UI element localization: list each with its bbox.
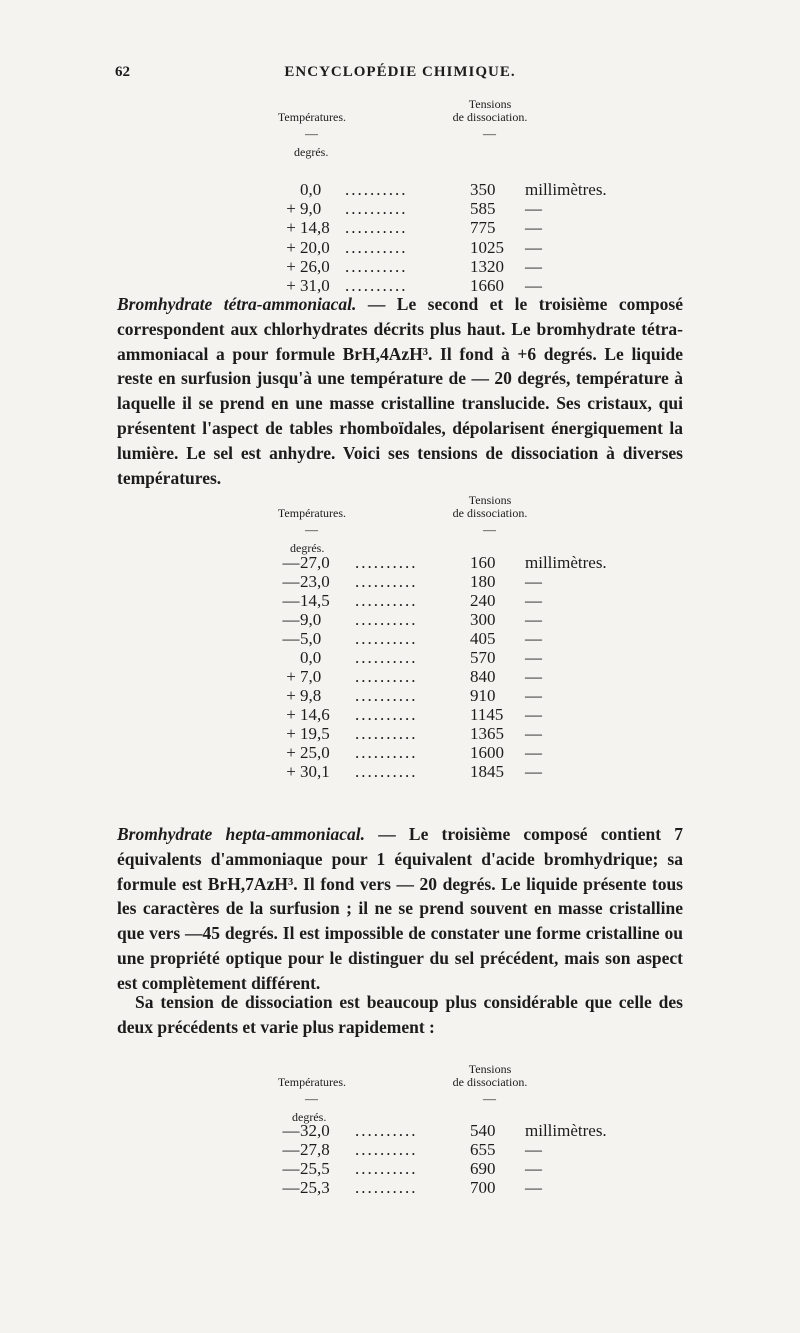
degrees-label: degrés. bbox=[294, 145, 329, 159]
temperature-sign: + bbox=[286, 724, 296, 743]
temperature-value: 25,5 bbox=[300, 1159, 330, 1178]
temperature-value: 30,1 bbox=[300, 762, 330, 781]
temperature-value: 14,6 bbox=[300, 705, 330, 724]
temperature-value: 0,0 bbox=[300, 648, 322, 667]
paragraph-text-tetra: — Le second et le troisième composé correspondent aux chlorhydrates décrits plus haut. Le bromhydrate tétra-ammoniacal a pour formule BrH,4AzH³. Il fond à +6 degrés. Le liquide reste en surfusion jusqu'à une température de — 20 degrés, température à laquelle il se prend en une masse cristalline translucide. Ses cristaux, qui présentent l'aspect de tables rhomboïdales, dépolarisent énergiquement la lumière. Le sel est anhydre. Voici ses tensions de dissociation à diverses températures. bbox=[117, 294, 683, 488]
table-row bbox=[0, 629, 800, 649]
tension-unit: millimètres. bbox=[525, 1121, 607, 1140]
temperature-value: 27,8 bbox=[300, 1140, 330, 1159]
temperature-sign: + bbox=[286, 762, 296, 781]
tension-unit: — bbox=[525, 686, 542, 705]
temperature-header: Températures. bbox=[277, 1075, 347, 1089]
temperature-value: 25,0 bbox=[300, 743, 330, 762]
tension-value: 160 bbox=[470, 553, 496, 572]
tension-value: 350 bbox=[470, 180, 496, 199]
temperature-value: 23,0 bbox=[300, 572, 330, 591]
tension-unit: — bbox=[525, 724, 542, 743]
leader-dots: .......... bbox=[355, 743, 418, 762]
table-row bbox=[0, 180, 800, 200]
temperature-value: 0,0 bbox=[300, 180, 322, 199]
temperature-sign: — bbox=[282, 1178, 300, 1197]
tension-value: 910 bbox=[470, 686, 496, 705]
table-row bbox=[0, 610, 800, 630]
temperature-value: 14,8 bbox=[300, 218, 330, 238]
tension-unit: — bbox=[525, 591, 542, 610]
tension-value: 690 bbox=[470, 1159, 496, 1178]
table-row bbox=[0, 1121, 800, 1141]
temperature-header: Températures. bbox=[277, 110, 347, 124]
temperature-value: 9,0 bbox=[300, 610, 322, 629]
tension-unit: — bbox=[525, 705, 542, 724]
tension-value: 405 bbox=[470, 629, 496, 648]
temperature-sign: — bbox=[282, 553, 300, 572]
table-row bbox=[0, 648, 800, 668]
section-title-tetra: Bromhydrate tétra-ammoniacal. bbox=[117, 294, 357, 314]
temperature-value: 14,5 bbox=[300, 591, 330, 610]
temperature-sign: — bbox=[282, 591, 300, 610]
paragraph-text-hepta: — Le troisième composé contient 7 équivalents d'ammoniaque pour 1 équivalent d'acide bromhydrique; sa formule est BrH,7AzH³. Il fond vers — 20 degrés. Le liquide présente tous les caractères de la surfusion ; il ne se prend souvent en masse cristalline que vers —45 degrés. Il est impossible de constater une forme cristalline ou une propriété optique pour le distinguer du sel précédent, mais son aspect est complètement différent. bbox=[117, 824, 683, 993]
temperature-value: 7,0 bbox=[300, 667, 322, 686]
leader-dots: .......... bbox=[345, 237, 408, 257]
tension-unit: — bbox=[525, 237, 542, 257]
temperature-sign: + bbox=[286, 743, 296, 762]
tension-value: 300 bbox=[470, 610, 496, 629]
temperature-value: 26,0 bbox=[300, 256, 330, 276]
tension-value: 1845 bbox=[470, 762, 504, 781]
tension-header-dash: — bbox=[483, 126, 496, 141]
temperature-header-dash: — bbox=[305, 126, 318, 141]
tension-value: 1320 bbox=[470, 256, 504, 276]
temperature-sign: + bbox=[286, 276, 296, 295]
tension-value: 585 bbox=[470, 199, 496, 219]
tension-value: 1660 bbox=[470, 276, 504, 295]
tension-value: 1025 bbox=[470, 237, 504, 257]
leader-dots: .......... bbox=[355, 591, 418, 610]
leader-dots: .......... bbox=[355, 667, 418, 686]
leader-dots: .......... bbox=[355, 762, 418, 781]
table-row bbox=[0, 1159, 800, 1179]
tension-unit: — bbox=[525, 1159, 542, 1178]
tension-value: 240 bbox=[470, 591, 496, 610]
leader-dots: .......... bbox=[345, 199, 408, 219]
temperature-value: 9,0 bbox=[300, 199, 322, 219]
leader-dots: .......... bbox=[355, 572, 418, 591]
page-number: 62 bbox=[115, 64, 130, 80]
temperature-sign: — bbox=[282, 1121, 300, 1140]
paragraph-hepta-ammoniacal bbox=[117, 822, 683, 996]
temperature-header: Températures. bbox=[277, 506, 347, 520]
tension-header-dash: — bbox=[483, 522, 496, 537]
temperature-sign: — bbox=[282, 629, 300, 648]
temperature-header-dash: — bbox=[305, 1091, 318, 1106]
temperature-value: 9,8 bbox=[300, 686, 322, 705]
paragraph-tetra-ammoniacal bbox=[117, 292, 683, 490]
leader-dots: .......... bbox=[345, 218, 408, 238]
table-row bbox=[0, 705, 800, 725]
paragraph-tension-intro: Sa tension de dissociation est beaucoup plus considérable que celle des deux précédents et varie plus rapidement : bbox=[117, 992, 683, 1037]
temperature-value: 32,0 bbox=[300, 1121, 330, 1140]
table-row bbox=[0, 762, 800, 782]
tension-header-line2: de dissociation. bbox=[452, 110, 528, 124]
temperature-value: 20,0 bbox=[300, 237, 330, 257]
leader-dots: .......... bbox=[355, 610, 418, 629]
tension-unit: millimètres. bbox=[525, 553, 607, 572]
temperature-value: 5,0 bbox=[300, 629, 322, 648]
tension-value: 700 bbox=[470, 1178, 496, 1197]
tension-unit: — bbox=[525, 256, 542, 276]
tension-value: 1600 bbox=[470, 743, 504, 762]
tension-unit: millimètres. bbox=[525, 180, 607, 199]
temperature-value: 31,0 bbox=[300, 276, 330, 295]
degrees-label: degrés. bbox=[290, 541, 325, 555]
tension-value: 840 bbox=[470, 667, 496, 686]
tension-header-dash: — bbox=[483, 1091, 496, 1106]
temperature-sign: — bbox=[282, 610, 300, 629]
table-row bbox=[0, 724, 800, 744]
temperature-sign: + bbox=[286, 237, 296, 257]
table-row bbox=[0, 1140, 800, 1160]
leader-dots: .......... bbox=[345, 180, 408, 199]
tension-header-line1: Tensions bbox=[468, 97, 512, 111]
leader-dots: .......... bbox=[355, 724, 418, 743]
tension-unit: — bbox=[525, 276, 542, 295]
tension-header-line1: Tensions bbox=[468, 1062, 512, 1076]
tension-header-line1: Tensions bbox=[468, 493, 512, 507]
tension-unit: — bbox=[525, 218, 542, 238]
leader-dots: .......... bbox=[345, 276, 408, 295]
tension-value: 540 bbox=[470, 1121, 496, 1140]
tension-unit: — bbox=[525, 1140, 542, 1159]
leader-dots: .......... bbox=[355, 553, 418, 572]
temperature-sign: + bbox=[286, 199, 296, 219]
table-row bbox=[0, 257, 800, 277]
temperature-sign: — bbox=[282, 572, 300, 591]
tension-value: 570 bbox=[470, 648, 496, 667]
tension-value: 775 bbox=[470, 218, 496, 238]
leader-dots: .......... bbox=[355, 1121, 418, 1140]
table-row bbox=[0, 218, 800, 238]
tension-unit: — bbox=[525, 743, 542, 762]
leader-dots: .......... bbox=[355, 705, 418, 724]
temperature-sign: + bbox=[286, 667, 296, 686]
leader-dots: .......... bbox=[355, 648, 418, 667]
degrees-label: degrés. bbox=[292, 1110, 327, 1124]
page-header bbox=[115, 64, 685, 84]
tension-value: 1365 bbox=[470, 724, 504, 743]
temperature-header-dash: — bbox=[305, 522, 318, 537]
tension-unit: — bbox=[525, 1178, 542, 1197]
temperature-sign: + bbox=[286, 256, 296, 276]
table-row bbox=[0, 238, 800, 258]
tension-header-line2: de dissociation. bbox=[452, 506, 528, 520]
tension-header-line2: de dissociation. bbox=[452, 1075, 528, 1089]
running-title: ENCYCLOPÉDIE CHIMIQUE. bbox=[284, 64, 516, 80]
tension-unit: — bbox=[525, 610, 542, 629]
leader-dots: .......... bbox=[355, 1140, 418, 1159]
tension-value: 655 bbox=[470, 1140, 496, 1159]
tension-unit: — bbox=[525, 572, 542, 591]
temperature-value: 25,3 bbox=[300, 1178, 330, 1197]
table-row bbox=[0, 1178, 800, 1198]
temperature-value: 19,5 bbox=[300, 724, 330, 743]
section-title-hepta: Bromhydrate hepta-ammoniacal. bbox=[117, 824, 365, 844]
table-row bbox=[0, 553, 800, 573]
leader-dots: .......... bbox=[355, 629, 418, 648]
leader-dots: .......... bbox=[355, 686, 418, 705]
temperature-sign: — bbox=[282, 1159, 300, 1178]
table-row bbox=[0, 686, 800, 706]
tension-unit: — bbox=[525, 762, 542, 781]
tension-unit: — bbox=[525, 199, 542, 219]
leader-dots: .......... bbox=[355, 1159, 418, 1178]
table-row bbox=[0, 667, 800, 687]
temperature-sign: — bbox=[282, 1140, 300, 1159]
table-row bbox=[0, 199, 800, 219]
leader-dots: .......... bbox=[355, 1178, 418, 1197]
temperature-sign: + bbox=[286, 218, 296, 238]
table-row bbox=[0, 591, 800, 611]
table-row bbox=[0, 743, 800, 763]
tension-unit: — bbox=[525, 667, 542, 686]
table-row bbox=[0, 572, 800, 592]
tension-value: 1145 bbox=[470, 705, 504, 724]
tension-unit: — bbox=[525, 648, 542, 667]
temperature-sign: + bbox=[286, 686, 296, 705]
tension-value: 180 bbox=[470, 572, 496, 591]
temperature-value: 27,0 bbox=[300, 553, 330, 572]
temperature-sign: + bbox=[286, 705, 296, 724]
leader-dots: .......... bbox=[345, 256, 408, 276]
tension-unit: — bbox=[525, 629, 542, 648]
